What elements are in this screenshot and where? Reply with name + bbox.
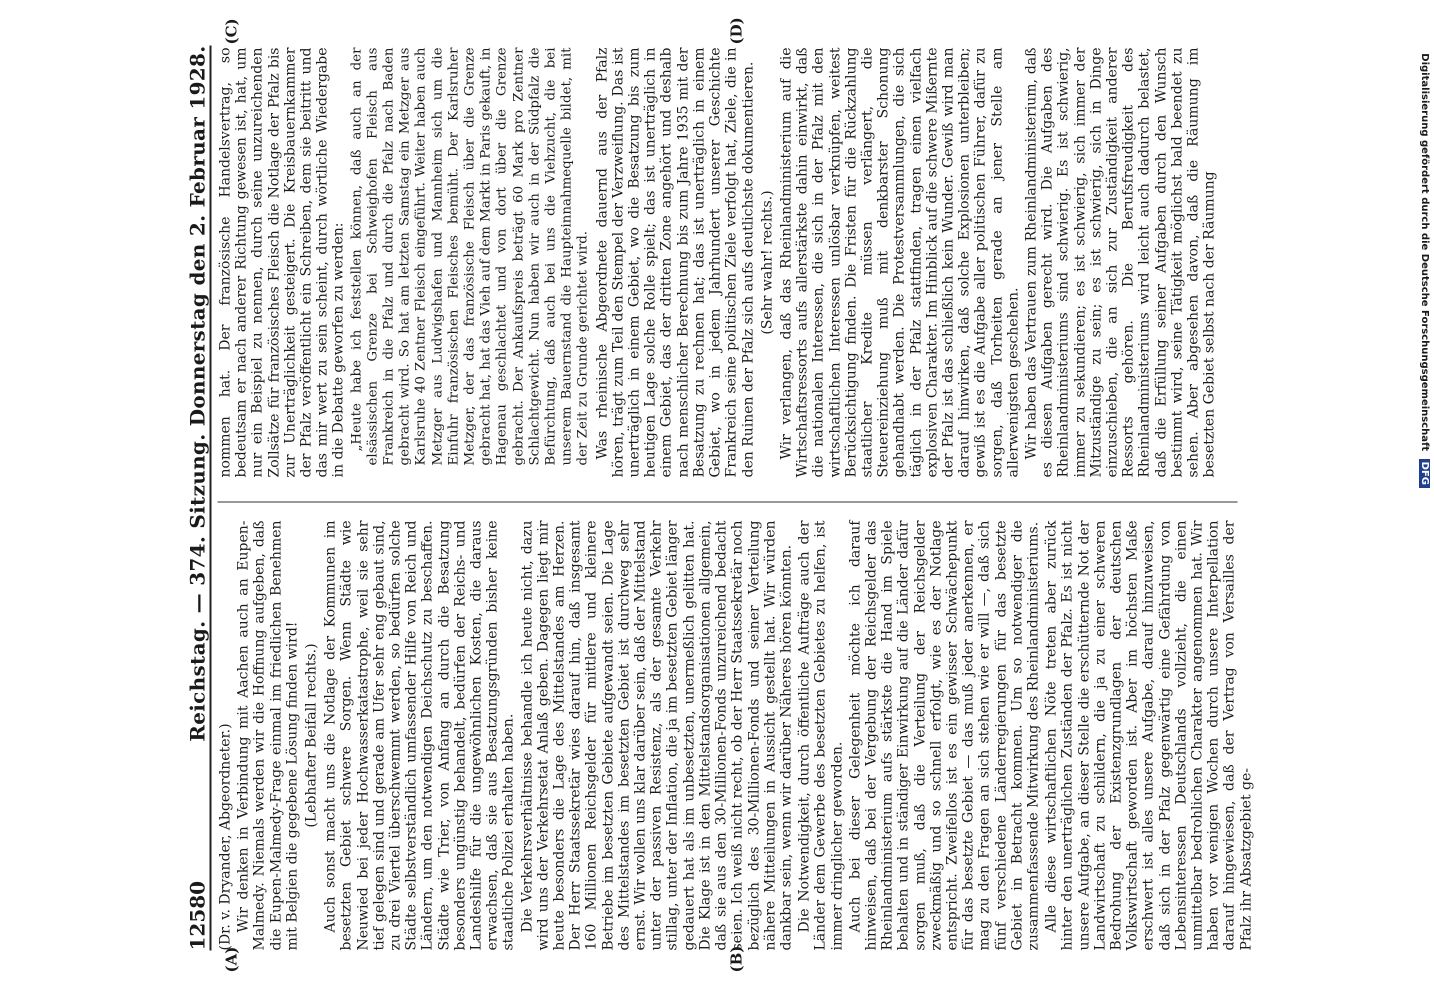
margin-marker-a: (A): [222, 946, 241, 973]
applause-note: (Sehr wahr! rechts.): [759, 190, 776, 335]
digitization-sidebar: [1416, 8, 1430, 488]
paragraph: nommen hat. Der französische Handelsvertrag, so bedeutsam er nach anderer Richtung gewesen ist, hat, um nur ein Beispiel zu nennen, durch seine unzureichenden Zollsätze für französisches Fleisch die Notlage der Pfalz bis zur Unerträglichkeit gesteigert. Die Kreisbauernkammer der Pfalz veröffentlicht ein Schreiben, dem sie beitritt und das mir wert zu sein scheint, durch wörtliche Wiedergabe in die Debatte geworfen zu werden:: [217, 47, 347, 478]
margin-marker-d: (D): [727, 17, 746, 45]
session-title: Reichstag. — 374. Sitzung. Donnerstag den 2. Februar 1928.: [185, 45, 210, 742]
paragraph: Wir denken in Verbindung mit Aachen auch an Eupen-Malmedy. Niemals werden wir die Hoffnung aufgeben, daß die Eupen-Malmedy-Frage einmal im friedlichen Benehmen mit Belgien die gegebene Lösung finden wird!: [235, 520, 301, 951]
paragraph: Alle diese wirtschaftlichen Nöte treten aber zurück hinter den unerträglichen Zuständen der Pfalz. Es ist nicht unsere Aufgabe, an dieser Stelle die erschütternde Not der Landwirtschaft zu schildern, die ja zu einer schweren Bedrohung der Existenzgrundlagen der deutschen Volkswirtschaft geworden ist. Aber im höchsten Maße erschwert ist alles unsere Aufgabe, darauf hinzuweisen, daß sich in der Pfalz gegenwärtig eine Gefährdung von Lebensinteressen Deutschlands vollzieht, die einen unmittelbar bedrohlichen Charakter angenommen hat. Wir haben vor wenigen Wochen durch unsere Interpellation darauf hingewiesen, daß der Vertrag von Versailles der Pfalz ihr Absatzgebiet ge-: [1043, 520, 1255, 951]
paragraph: Die Verkehrsverhältnisse behandle ich heute nicht, dazu wird uns der Verkehrsetat Anlaß geben. Dagegen liegt mir heute besonders die Lage des Mittelstandes am Herzen. Der Herr Staatssekretär wies darauf hin, daß insgesamt 160 Millionen Reichsgelder für mittlere und kleinere Betriebe im besetzten Gebiete aufgewandt seien. Die Lage des Mittelstandes im besetzten Gebiet ist durchweg sehr ernst. Wir wollen uns klar darüber sein, daß der Mittelstand unter der passiven Resistenz, als der gesamte Verkehr stillag, unter der Inflation, die ja im besetzten Gebiet länger gedauert hat als im unbesetzten, unermeßlich gelitten hat. Die Klage ist in den Mittelstandsorganisationen allgemein, daß sie aus den 30-Millionen-Fonds unzureichend bedacht seien. Ich weiß nicht recht, ob der Herr Staatssekretär noch bezüglich des 30-Millionen-Fonds und seiner Verteilung nähere Mitteilungen in Aussicht gestellt hat. Wir würden dankbar sein, wenn wir darüber Näheres hören könnten.: [519, 520, 795, 951]
column-divider: [218, 502, 1238, 503]
margin-marker-b: (B): [727, 945, 746, 973]
left-text-column: [217, 520, 1255, 951]
paragraph: (Dr. v. Dryander, Abgeordneter.): [217, 723, 234, 951]
paragraph: Wir verlangen, daß das Rheinlandministerium auf die Wirtschaftsressorts aufs allerstärkste dahin einwirkt, daß die nationalen Interessen, die sich in der Pfalz mit den wirtschaftlichen Interessen unlösbar verknüpfen, weitest Berücksichtigung finden. Die Fristen für die Rückzahlung staatlicher Kredite müssen verlängert, die Steuereinziehung muß mit denkbarster Schonung gehandhabt werden. Die Protestversammlungen, die sich täglich in der Pfalz stattfinden, tragen einen vielfach explosiven Charakter. Im Hinblick auf die schwere Mißernte der Pfalz ist das schließlich kein Wunder. Gewiß wird man darauf hinwirken, daß solche Explosionen unterbleiben; gewiß ist es die Aufgabe aller politischen Führer, dafür zu sorgen, daß Torheiten gerade an jener Stelle am allerwenigsten geschehen.: [778, 47, 1022, 478]
page-header: [180, 46, 212, 951]
paragraph: Auch sonst macht uns die Notlage der Kommunen im besetzten Gebiet schwere Sorgen. Wenn Städte wie Neuwied bei jeder Hochwasserkatastrophe, weil sie sehr tief gelegen sind und gerade am Ufer sehr eng gebaut sind, zu drei Viertel überschwemmt werden, so bedürfen solche Städte selbstverständlich umfassender Hilfe von Reich und Ländern, um den notwendigen Deichschutz zu beschaffen. Städte wie Trier, von Anfang an durch die Besatzung besonders ungünstig behandelt, bedürfen der Reichs- und Landeshilfe für die ungewöhnlichen Kosten, die daraus erwachsen, daß sie aus Besatzungsgründen bisher keine staatliche Polizei erhalten haben.: [322, 520, 517, 951]
paragraph: Die Notwendigkeit, durch öffentliche Aufträge auch der Länder dem Gewerbe des besetzten Gebietes zu helfen, ist immer dringlicher geworden.: [796, 520, 846, 951]
page-number: 12580: [185, 880, 210, 951]
paragraph: Wir haben das Vertrauen zum Rheinlandministerium, daß es diesen Aufgaben gerecht wird. Die Aufgaben des Rheinlandministeriums sind schwierig. Es ist schwierig, immer zu sekundieren; es ist schwierig, sich immer der Mitzuständige zu sein; es ist schwierig, sich in Dinge einzuschieben, die an sich zur Zuständigkeit anderer Ressorts gehören. Die Berufsfreudigkeit des Rheinlandministeriums wird leicht auch dadurch belastet, daß die Erfüllung seiner Aufgaben durch den Wunsch bestimmt wird, seine Tätigkeit möglichst bald beendet zu sehen. Aber abgesehen davon, daß die Räumung im besetzten Gebiet selbst nach der Räumung: [1023, 47, 1218, 478]
dfg-logo: DFG: [1419, 459, 1430, 488]
rotated-document-page: [68, 17, 1368, 973]
margin-marker-c: (C): [222, 18, 241, 45]
applause-note: (Lebhafter Beifall rechts.): [303, 643, 320, 828]
digitization-note: Digitalisierung gefördert durch die Deutsche Forschungsgemeinschaft: [1419, 53, 1430, 452]
right-text-column: [218, 48, 1238, 478]
paragraph: Auch bei dieser Gelegenheit möchte ich darauf hinweisen, daß bei der Vergebung der Reichsgelder das Rheinlandministerium aufs stärkste die Hand im Spiele behalten und in ständiger Einwirkung auf die Länder dafür sorgen muß, daß die Verteilung der Reichsgelder zweckmäßig und so schnell erfolgt, wie es der Notlage entspricht. Zweifellos ist es ein gewisser Schwächepunkt für das besetzte Gebiet — das muß jeder anerkennen, er mag zu den Fragen an sich stehen wie er will —, daß sich fünf verschiedene Länderregierungen für das besetzte Gebiet in Betracht kommen. Um so notwendiger die zusammenfassende Mitwirkung des Rheinlandministeriums.: [847, 520, 1042, 951]
quoted-letter: „Heute habe ich feststellen können, daß auch an der elsässischen Grenze bei Schweighofen Fleisch aus Frankreich in die Pfalz und durch die Pfalz nach Baden gebracht wird. So hat am letzten Samstag ein Metzger aus Karlsruhe 40 Zentner Fleisch eingeführt. Weiter haben auch Metzger aus Ludwigshafen und Mannheim sich um die Einfuhr französischen Fleisches bemüht. Der Karlsruher Metzger, der das französische Fleisch über die Grenze gebracht hat, hat das Vieh auf dem Markt in Paris gekauft, in Hagenau geschlachtet und von dort über die Grenze gebracht. Der Ankaufspreis beträgt 60 Mark pro Zentner Schlachtgewicht. Nun haben wir auch in der Südpfalz die Befürchtung, daß auch bei uns die Viehzucht, die bei unserem Bauernstand die Haupteinnahmequelle bildet, mit der Zeit zu Grunde gerichtet wird.: [349, 47, 591, 466]
paragraph: Was rheinische Abgeordnete dauernd aus der Pfalz hören, trägt zum Teil den Stempel der Verzweiflung. Das ist unerträglich in einem Gebiet, wo die Besatzung bis zum heutigen Lage solche Rolle spielt; das ist unerträglich in einem Gebiet, das der dritten Zone angehört und deshalb nach menschlicher Berechnung bis zum Jahre 1935 mit der Besatzung zu rechnen hat; das ist unerträglich in einem Gebiet, wo in jedem Jahrhundert unserer Geschichte Frankreich seine politischen Ziele verfolgt hat, Ziele, die in den Ruinen der Pfalz sich aufs deutlichste dokumentieren.: [594, 47, 756, 478]
